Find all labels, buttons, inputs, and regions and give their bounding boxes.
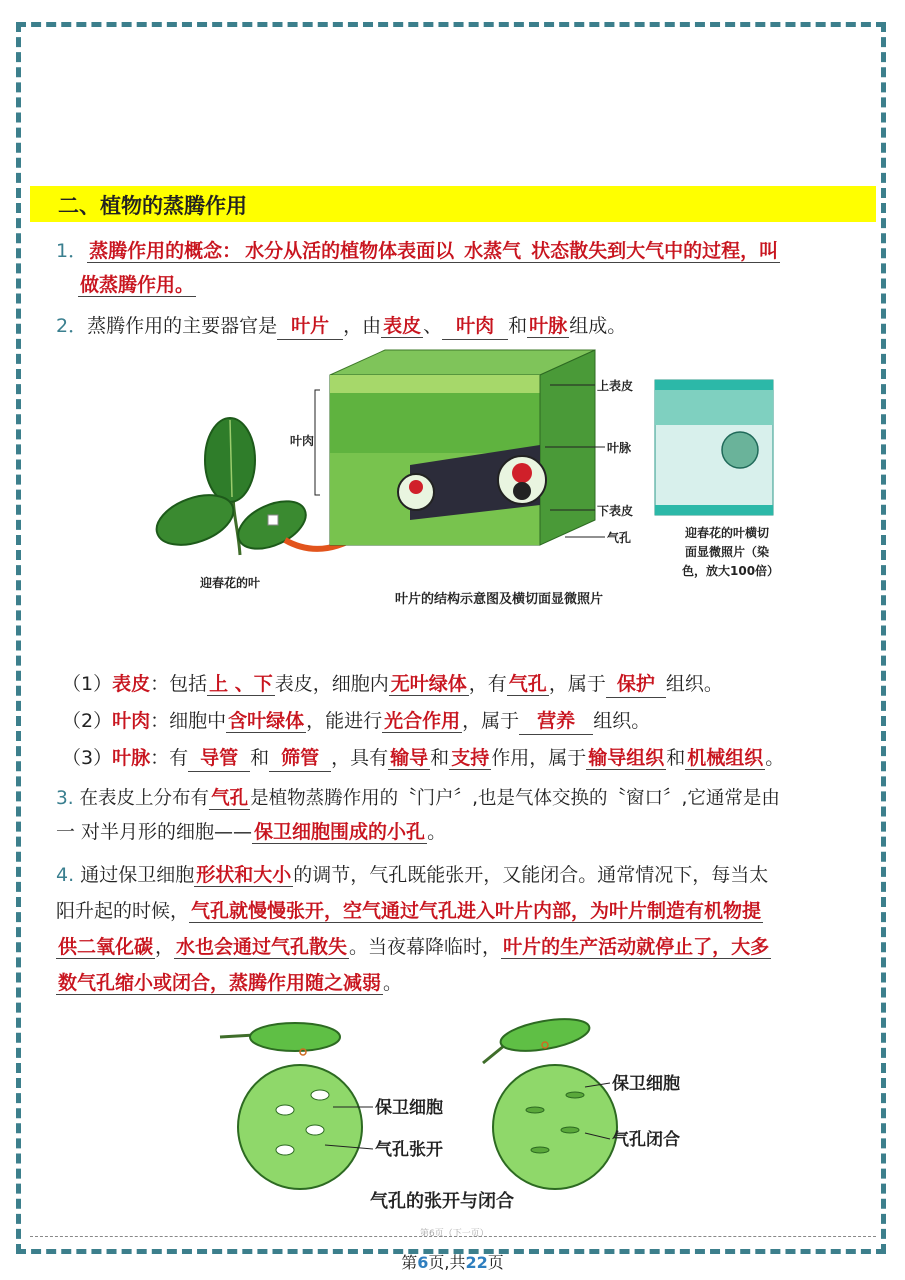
micrograph-image xyxy=(655,380,773,515)
label-guard-cell-left: 保卫细胞 xyxy=(375,1098,443,1118)
label-stoma-closed: 气孔闭合 xyxy=(612,1130,680,1150)
label-stoma: 气孔 xyxy=(607,531,632,545)
stoma-figure xyxy=(215,1015,715,1220)
point-3-vein xyxy=(62,745,784,772)
fill-blank: 保卫细胞围成的小孔 xyxy=(254,821,426,843)
text: 和 xyxy=(508,315,528,337)
question-1-line-1 xyxy=(56,238,780,264)
term-label: 蒸腾作用的概念： xyxy=(89,240,242,262)
figure-caption: 叶片的结构示意图及横切面显微照片 xyxy=(395,592,604,607)
text: ， xyxy=(155,936,175,958)
definition-text: 做蒸腾作用。 xyxy=(80,274,195,296)
fill-blank: 光合作用 xyxy=(384,710,461,732)
text: 表皮，细胞内 xyxy=(274,673,389,695)
text: ：包括 xyxy=(150,673,208,695)
fill-blank: 叶肉 xyxy=(442,313,508,340)
fill-blank: 气孔 xyxy=(211,788,249,809)
leaf-structure-figure xyxy=(150,345,800,615)
text: 和 xyxy=(430,747,450,769)
question-3-line-1 xyxy=(56,786,780,812)
fill-blank: 无叶绿体 xyxy=(390,673,467,695)
text: 作用，属于 xyxy=(491,747,587,769)
text: 。 xyxy=(765,747,785,769)
text: ，有 xyxy=(468,673,507,695)
question-1-line-2 xyxy=(78,272,196,298)
fill-blank: 叶脉 xyxy=(529,315,568,337)
text: 通过保卫细胞 xyxy=(80,864,195,886)
fill-blank: 含叶绿体 xyxy=(228,710,305,732)
text: ：细胞中 xyxy=(150,710,227,732)
text: 在表皮上分布有 xyxy=(79,788,210,809)
fill-blank: 筛管 xyxy=(269,745,331,772)
fill-blank: 支持 xyxy=(451,747,490,769)
point-2-mesophyll xyxy=(62,708,650,735)
question-number: 3. xyxy=(56,788,74,809)
text: 。 xyxy=(427,821,447,843)
term-label: 叶肉 xyxy=(112,710,151,732)
page-footer xyxy=(0,1250,905,1273)
text: 。当夜幕降临时， xyxy=(349,936,502,958)
question-number: 4. xyxy=(56,864,75,886)
label-stoma-open: 气孔张开 xyxy=(375,1140,443,1160)
text: 一 对半月形的细胞—— xyxy=(56,821,253,843)
fill-blank: 水也会通过气孔散失 xyxy=(176,936,348,958)
text: 和 xyxy=(250,747,270,769)
text: 组成。 xyxy=(569,315,627,337)
section-title: 二、植物的蒸腾作用 xyxy=(58,194,247,218)
item-number: （3） xyxy=(62,747,113,769)
item-number: （2） xyxy=(62,710,113,732)
micrograph-caption-1: 迎春花的叶横切 xyxy=(685,526,770,540)
fill-blank: 输导 xyxy=(390,747,429,769)
question-4-line-4 xyxy=(56,970,402,996)
question-number: 2． xyxy=(56,315,88,337)
label-lower-epidermis: 下表皮 xyxy=(597,504,634,518)
fill-blank: 营养 xyxy=(519,708,593,735)
text: 组织。 xyxy=(593,710,651,732)
fill-blank: 数气孔缩小或闭合，蒸腾作用随之减弱 xyxy=(58,972,382,994)
text: ，由 xyxy=(343,315,382,337)
jasmine-leaf-image xyxy=(150,418,313,558)
micrograph-caption-2: 面显微照片（染 xyxy=(685,545,770,559)
text: ，具有 xyxy=(331,747,389,769)
question-3-line-2 xyxy=(56,819,446,845)
text: 蒸腾作用的主要器官是 xyxy=(87,315,278,337)
leaf-open-image xyxy=(220,1023,362,1189)
footer-text: 页,共 xyxy=(428,1253,466,1272)
fill-blank: 形状和大小 xyxy=(196,864,292,886)
term-label: 叶脉 xyxy=(112,747,151,769)
fill-blank: 保护 xyxy=(606,671,666,698)
current-page: 6 xyxy=(417,1253,429,1272)
fill-blank: 表皮 xyxy=(383,315,422,337)
definition-text: 状态散失到大气中的过程，叫 xyxy=(531,240,779,262)
micrograph-caption-3: 色，放大100倍） xyxy=(682,564,780,578)
text: 组织。 xyxy=(665,673,723,695)
text: 、 xyxy=(423,315,443,337)
question-4-line-2 xyxy=(56,898,763,924)
fill-blank: 机械组织 xyxy=(687,747,764,769)
fill-blank: 气孔就慢慢张开，空气通过气孔进入叶片内部，为叶片制造有机物提 xyxy=(191,900,762,922)
footer-text: 页 xyxy=(487,1253,504,1272)
fill-blank: 上 、下 xyxy=(209,673,273,695)
label-upper-epidermis: 上表皮 xyxy=(597,379,634,393)
text: 是植物蒸腾作用的〝门户〞,也是气体交换的〝窗口〞,它通常是由 xyxy=(250,788,780,809)
fill-blank: 水蒸气 xyxy=(456,240,529,263)
text: 和 xyxy=(666,747,686,769)
text: ，能进行 xyxy=(306,710,383,732)
question-4-line-1 xyxy=(56,862,768,888)
leaf-closed-image xyxy=(483,1015,617,1189)
figure-caption: 气孔的张开与闭合 xyxy=(370,1191,514,1212)
footer-tiny-text: 第6页（下一页） xyxy=(420,1229,489,1239)
point-1-epidermis xyxy=(62,671,723,698)
text: ，属于 xyxy=(462,710,520,732)
label-mesophyll: 叶肉 xyxy=(290,434,315,448)
label-guard-cell-right: 保卫细胞 xyxy=(612,1074,680,1094)
fill-blank: 供二氧化碳 xyxy=(58,936,154,958)
definition-text: 水分从活的植物体表面以 xyxy=(245,240,455,262)
fill-blank: 气孔 xyxy=(508,673,547,695)
fill-blank: 输导组织 xyxy=(588,747,665,769)
text: 。 xyxy=(383,972,403,994)
question-4-line-3 xyxy=(56,934,771,960)
text: 的调节，气孔既能张开，又能闭合。通常情况下，每当太 xyxy=(293,864,769,886)
text: ：有 xyxy=(150,747,189,769)
fill-blank: 导管 xyxy=(188,745,250,772)
label-vein: 叶脉 xyxy=(607,441,632,455)
text: ，属于 xyxy=(548,673,606,695)
total-pages: 22 xyxy=(465,1253,488,1272)
fill-blank: 叶片的生产活动就停止了，大多 xyxy=(503,936,770,958)
text: 阳升起的时候， xyxy=(56,900,190,922)
question-number: 1． xyxy=(56,240,88,262)
footer-text: 第 xyxy=(401,1253,418,1272)
section-header-bar xyxy=(30,186,876,222)
question-2 xyxy=(56,313,626,340)
footer-divider xyxy=(30,1236,876,1237)
fill-blank: 叶片 xyxy=(277,313,343,340)
leaf-caption: 迎春花的叶 xyxy=(200,576,261,590)
term-label: 表皮 xyxy=(112,673,151,695)
item-number: （1） xyxy=(62,673,113,695)
